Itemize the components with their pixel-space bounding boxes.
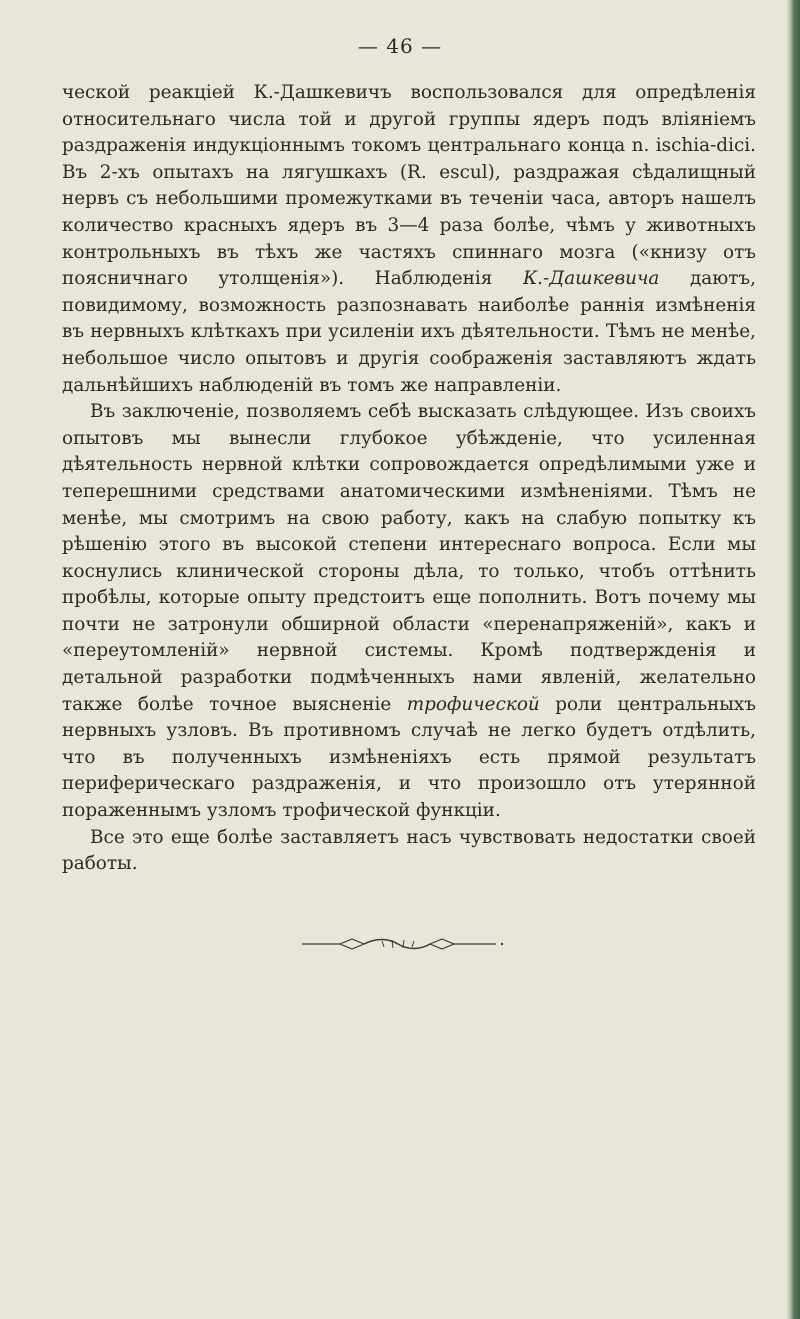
book-binding-edge: [786, 0, 800, 1319]
page-number: — 46 —: [357, 34, 443, 58]
paragraph-2-run-3: роли центральныхъ нервныхъ узловъ. Въ противномъ случаѣ не легко будетъ отдѣлить, что въ полученныхъ измѣненіяхъ есть прямой результатъ периферическаго раздраженія, и что произошло отъ утерянной пораженнымъ узломъ трофической функціи.: [62, 693, 756, 822]
paragraph-1-run-1: ческой реакціей К.-Дашкевичъ воспользовался для опредѣленія относительнаго числа той и другой группы ядеръ подъ вліяніемъ раздраженія индукціоннымъ токомъ центральнаго конца n. ischia-dici. Въ 2-хъ опытахъ на лягушкахъ (R. escul), раздражая сѣдалищный нервъ съ небольшими промежутками въ теченіи часа, авторъ нашелъ количество красныхъ ядеръ въ 3—4 раза болѣе, чѣмъ у животныхъ контрольныхъ въ тѣхъ же частяхъ спиннаго мозга («книзу отъ поясничнаго утолщенія»). Наблюденія: [62, 82, 756, 290]
author-name-italic: К.-Дашкевича: [522, 268, 660, 290]
paragraph-3: [62, 825, 756, 878]
trophic-word-italic: трофической: [406, 693, 540, 715]
body-text: [62, 80, 756, 878]
typographic-end-ornament-icon: [300, 936, 510, 952]
paragraph-3-run-1: Все это еще болѣе заставляетъ насъ чувствовать недостатки своей работы.: [62, 826, 756, 875]
paragraph-2: [62, 399, 756, 825]
paragraph-1-run-3: даютъ, повидимому, возможность разпознавать наиболѣе раннія измѣненія въ нервныхъ клѣткахъ при усиленіи ихъ дѣятельности. Тѣмъ не менѣе, небольшое число опытовъ и другія соображенія заставляютъ ждать дальнѣйшихъ наблюденій въ томъ же направленіи.: [62, 268, 756, 396]
paragraph-1: [62, 80, 756, 399]
paragraph-2-run-1: Въ заключеніе, позволяемъ себѣ высказать слѣдующее. Изъ своихъ опытовъ мы вынесли глубокое убѣжденіе, что усиленная дѣятельность нервной клѣтки сопровождается опредѣлимыми уже и теперешними средствами анатомическими измѣненіями. Тѣмъ не менѣе, мы смотримъ на свою работу, какъ на слабую попытку къ рѣшенію этого въ высокой степени интереснаго вопроса. Если мы коснулись клинической стороны дѣла, то только, чтобъ оттѣнить пробѣлы, которые опыту предстоитъ еще пополнить. Вотъ почему мы почти не затронули обширной области «перенапряженій», какъ и «переутомленій» нервной системы. Кромѣ подтвержденія и детальной разработки подмѣченныхъ нами явленій, желательно также болѣе точное выясненіе: [62, 401, 756, 715]
